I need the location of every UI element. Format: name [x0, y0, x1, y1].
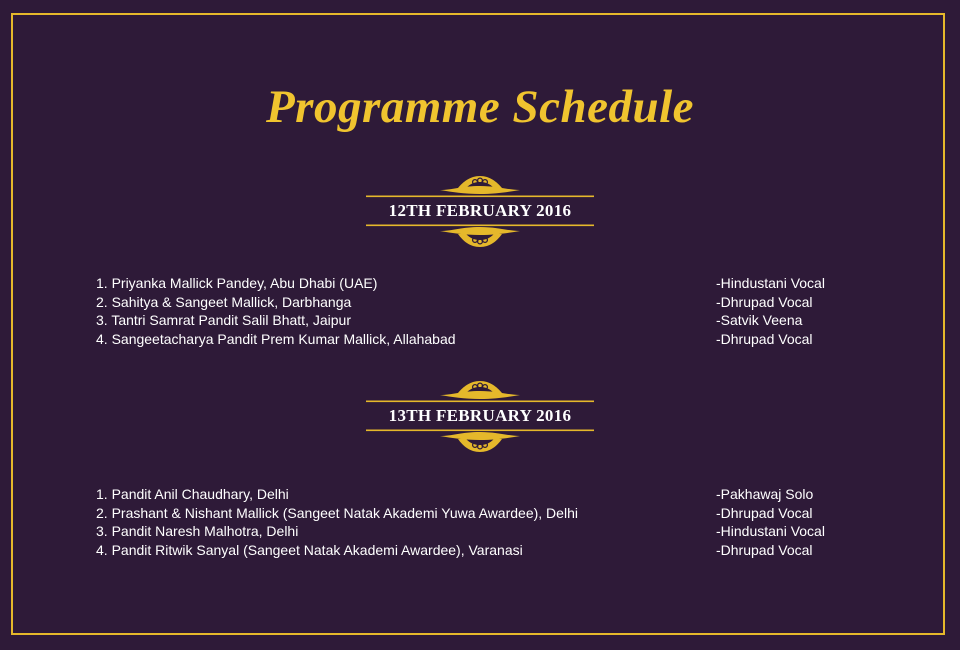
date-banner-day-2: [366, 381, 594, 453]
performance-genre: -Dhrupad Vocal: [716, 504, 813, 521]
performance-genre: -Dhrupad Vocal: [716, 293, 813, 310]
performance-genre: -Dhrupad Vocal: [716, 541, 813, 558]
list-item: [96, 541, 876, 560]
performance-genre: -Dhrupad Vocal: [716, 330, 813, 347]
performer-name: 4. Pandit Ritwik Sanyal (Sangeet Natak Akademi Awardee), Varanasi: [96, 541, 523, 558]
performer-name: 1. Pandit Anil Chaudhary, Delhi: [96, 486, 289, 502]
performance-genre: -Satvik Veena: [716, 312, 803, 329]
performance-genre: -Hindustani Vocal: [716, 275, 825, 291]
list-item: [96, 504, 876, 523]
performer-name: 3. Tantri Samrat Pandit Salil Bhatt, Jaipur: [96, 312, 351, 329]
list-item: [96, 311, 876, 330]
list-item: [96, 293, 876, 312]
performance-genre: -Pakhawaj Solo: [716, 486, 814, 502]
performer-name: 2. Sahitya & Sangeet Mallick, Darbhanga: [96, 293, 352, 310]
list-item: [96, 485, 876, 504]
programme-list-day-1: [96, 274, 876, 348]
date-label: 13TH FEBRUARY 2016: [388, 406, 572, 425]
performer-name: 2. Prashant & Nishant Mallick (Sangeet Natak Akademi Yuwa Awardee), Delhi: [96, 504, 578, 521]
performer-name: 3. Pandit Naresh Malhotra, Delhi: [96, 523, 299, 540]
programme-list-day-2: [96, 485, 876, 559]
performer-name: 4. Sangeetacharya Pandit Prem Kumar Mallick, Allahabad: [96, 330, 456, 347]
date-label: 12TH FEBRUARY 2016: [388, 201, 572, 220]
list-item: [96, 330, 876, 349]
list-item: [96, 274, 876, 293]
list-item: [96, 522, 876, 541]
page-title: Programme Schedule: [265, 81, 695, 133]
performer-name: 1. Priyanka Mallick Pandey, Abu Dhabi (UAE): [96, 275, 378, 291]
performance-genre: -Hindustani Vocal: [716, 523, 825, 540]
date-banner-day-1: [366, 176, 594, 248]
